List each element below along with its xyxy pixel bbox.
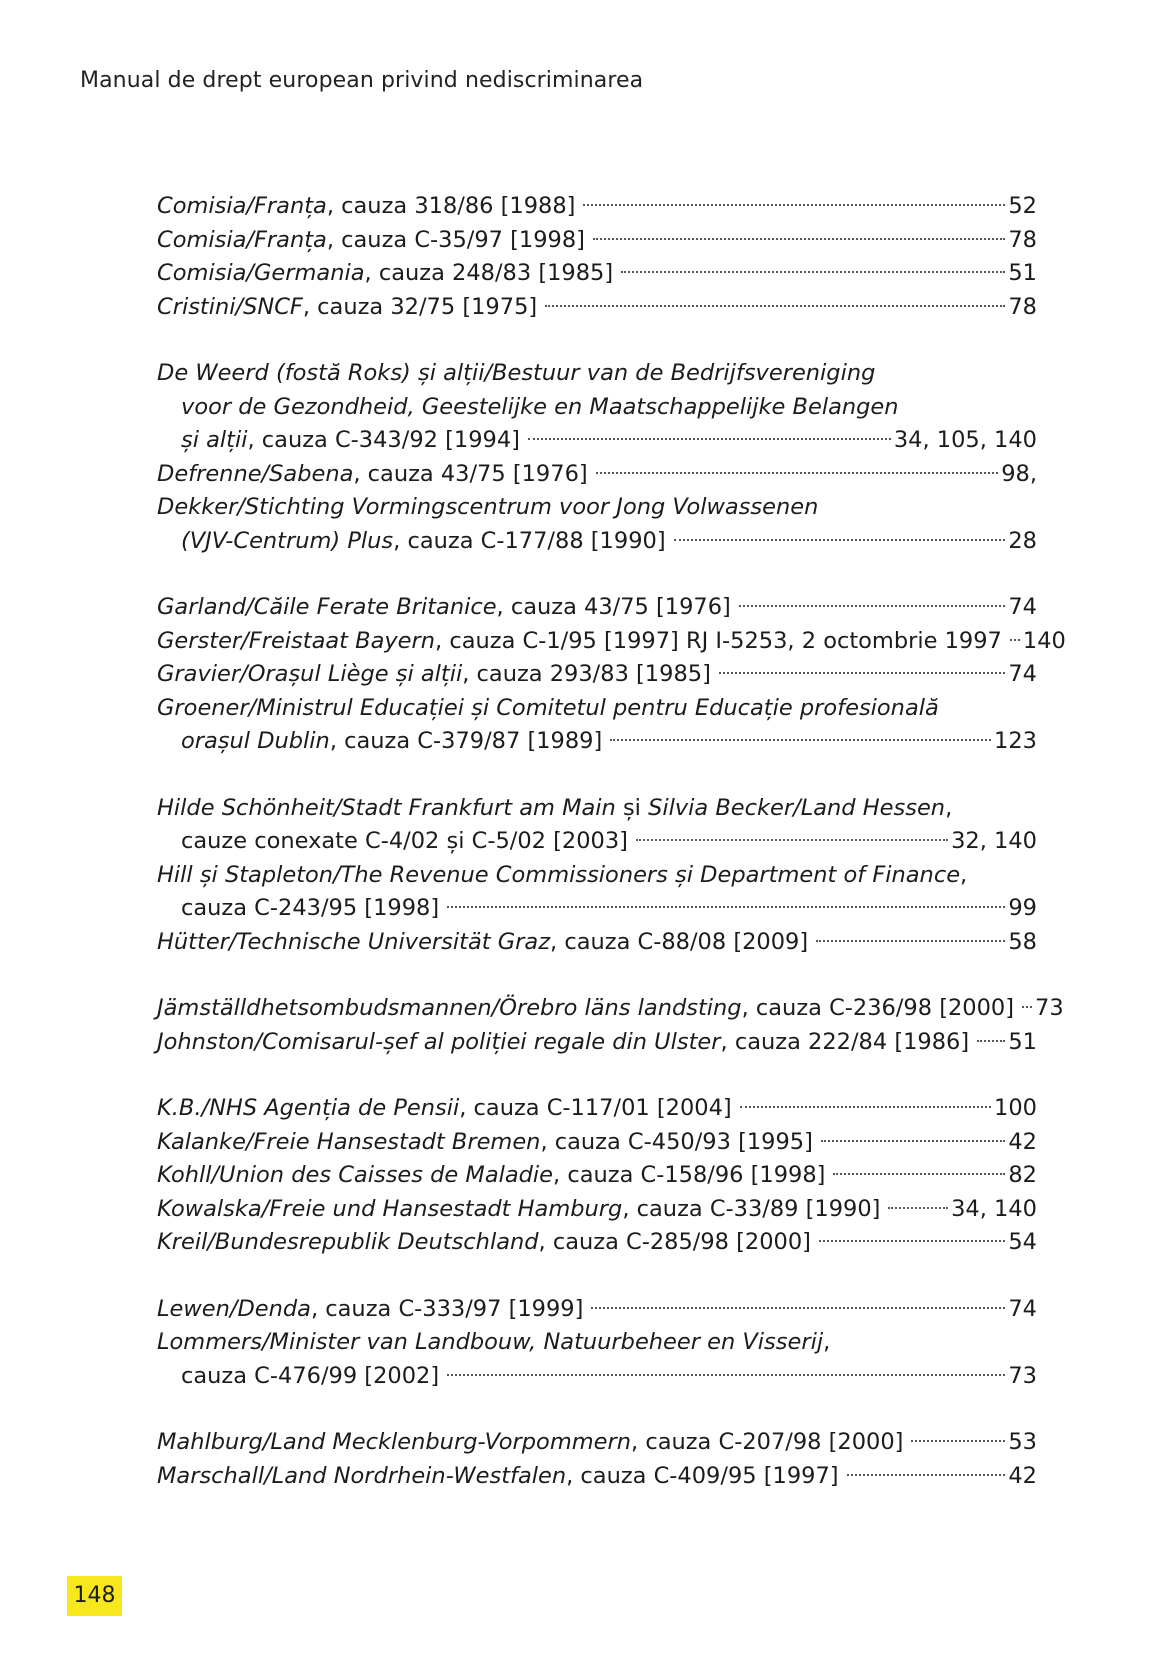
- page-references: 42: [1008, 1462, 1037, 1489]
- page-references: 99: [1008, 895, 1037, 921]
- case-name: Mahlburg/Land Mecklenburg-Vorpommern: [157, 1429, 632, 1455]
- case-name: Gravier/Orașul Liège și alții: [157, 661, 463, 687]
- index-group: [157, 357, 1037, 558]
- case-reference: cauza C-476/99 [2002]: [181, 1362, 440, 1389]
- index-entry: [157, 458, 1037, 492]
- dot-leader: [528, 438, 891, 440]
- case-name: Comisia/Franța: [157, 193, 327, 219]
- entry-text: [181, 1360, 439, 1394]
- index-group: [157, 792, 1037, 960]
- entry-text: [181, 725, 602, 759]
- entry-text: [157, 224, 585, 258]
- page-references: 42: [1008, 1128, 1037, 1155]
- page-references: 140: [1022, 627, 1066, 654]
- entry-text: [181, 892, 439, 926]
- entry-text: [157, 625, 1002, 659]
- index-entry: [157, 1226, 1037, 1260]
- page-references: 54: [1008, 1229, 1037, 1255]
- index-entry: [157, 658, 1037, 692]
- dot-leader: [888, 1207, 948, 1209]
- entry-last-line: [157, 1159, 1037, 1193]
- entry-text: [157, 1092, 732, 1126]
- case-name: Garland/Căile Ferate Britanice: [157, 594, 497, 620]
- dot-leader: [447, 906, 1005, 908]
- case-reference: , cauza 318/86 [1988]: [326, 193, 576, 219]
- entry-text: [157, 1460, 839, 1494]
- case-name: K.B./NHS Agenția de Pensii: [157, 1095, 460, 1121]
- case-name: Lommers/Minister van Landbouw, Natuurbeheer en Visserij: [157, 1329, 824, 1355]
- entry-last-line: [157, 825, 1037, 859]
- running-header: Manual de drept european privind nediscriminarea: [80, 68, 644, 93]
- dot-leader: [911, 1440, 1005, 1442]
- case-name: Groener/Ministrul Educației și Comitetul pentru Educație profesională: [157, 694, 939, 721]
- entry-text: [157, 1159, 825, 1193]
- entry-text: [181, 424, 520, 458]
- page-references: 78: [1008, 293, 1037, 320]
- entry-last-line: [157, 1360, 1037, 1394]
- dot-leader: [636, 839, 948, 841]
- index-entry: [157, 357, 1037, 458]
- page-references: 74: [1008, 661, 1037, 687]
- dot-leader: [610, 739, 991, 741]
- entry-text: [157, 1426, 903, 1460]
- index-entry: [157, 1159, 1037, 1193]
- page-references: 58: [1008, 928, 1037, 955]
- case-name: (VJV-Centrum) Plus: [181, 527, 394, 554]
- dot-leader: [719, 672, 1006, 674]
- case-reference: , cauza C-158/96 [1998]: [553, 1162, 826, 1188]
- entry-last-line: [157, 725, 1037, 759]
- entry-line: [157, 1326, 1037, 1360]
- index-entry: [157, 1193, 1037, 1227]
- page-references: 100: [994, 1095, 1037, 1121]
- index-entry: [157, 257, 1037, 291]
- case-reference: , cauza C-236/98 [2000]: [741, 995, 1015, 1021]
- dot-leader: [591, 1307, 1005, 1309]
- dot-leader: [740, 1106, 991, 1108]
- dot-leader: [621, 271, 1005, 273]
- entry-last-line: [157, 291, 1037, 325]
- dot-leader: [593, 238, 1005, 240]
- page-references: 34, 140: [951, 1195, 1037, 1222]
- index-entry: [157, 291, 1037, 325]
- entry-last-line: [157, 224, 1037, 258]
- entry-last-line: [157, 458, 1037, 492]
- entry-text: [157, 1293, 583, 1327]
- entry-text: [181, 525, 666, 559]
- entry-line: [157, 357, 1037, 391]
- dot-leader: [447, 1374, 1005, 1376]
- page-references: 52: [1008, 193, 1037, 219]
- index-entry: [157, 1426, 1037, 1460]
- case-reference: , cauza C-379/87 [1989]: [329, 728, 603, 754]
- page-references: 74: [1008, 594, 1037, 620]
- index-entry: [157, 926, 1037, 960]
- case-name: Hütter/Technische Universität Graz: [157, 928, 551, 955]
- case-reference: , cauza C-207/98 [2000]: [631, 1429, 904, 1455]
- dot-leader: [596, 472, 999, 474]
- page-references: 74: [1008, 1295, 1037, 1322]
- page-references: 73: [1008, 1362, 1037, 1389]
- case-name: voor de Gezondheid, Geestelijke en Maatschappelijke Belangen: [181, 393, 899, 420]
- page-references: 32, 140: [951, 828, 1037, 854]
- index-entry: [157, 692, 1037, 759]
- case-name: Defrenne/Sabena: [157, 460, 354, 487]
- dot-leader: [583, 204, 1005, 206]
- case-reference: , cauza 248/83 [1985]: [364, 260, 614, 286]
- index-entry: [157, 859, 1037, 926]
- index-entry: [157, 1026, 1037, 1060]
- case-name: orașul Dublin: [181, 728, 330, 754]
- page-references: 51: [1008, 260, 1037, 286]
- case-name: Kreil/Bundesrepublik Deutschland: [157, 1229, 539, 1255]
- entry-text: [157, 992, 1014, 1026]
- page-references: 123: [994, 728, 1037, 754]
- dot-leader: [847, 1474, 1006, 1476]
- case-text: ,: [960, 861, 968, 888]
- entry-line: [157, 391, 1037, 425]
- index-group: [157, 1426, 1037, 1493]
- index-entry: [157, 224, 1037, 258]
- dot-leader: [739, 605, 1006, 607]
- entry-last-line: [157, 525, 1037, 559]
- page-references: 73: [1035, 995, 1064, 1021]
- entry-text: [157, 658, 711, 692]
- entry-last-line: [157, 1460, 1037, 1494]
- case-name: Hill și Stapleton/The Revenue Commissioners și Department of Finance: [157, 861, 961, 888]
- entry-last-line: [157, 1092, 1037, 1126]
- entry-line: [157, 491, 1037, 525]
- case-reference: , cauza 32/75 [1975]: [302, 293, 538, 320]
- page-number-badge: 148: [67, 1576, 122, 1616]
- index-entry: [157, 1092, 1037, 1126]
- page-references: 51: [1008, 1028, 1037, 1055]
- case-name: Kalanke/Freie Hansestadt Bremen: [157, 1128, 541, 1155]
- entry-last-line: [157, 257, 1037, 291]
- index-entry: [157, 792, 1037, 859]
- case-reference: , cauza C-33/89 [1990]: [622, 1195, 881, 1222]
- case-reference: , cauza C-88/08 [2009]: [550, 928, 809, 955]
- entry-text: [181, 825, 628, 859]
- entry-last-line: [157, 424, 1037, 458]
- case-name: Jämställdhetsombudsmannen/Örebro läns landsting: [157, 995, 742, 1021]
- case-text: ,: [945, 794, 953, 821]
- case-reference: , cauza C-409/95 [1997]: [566, 1462, 839, 1489]
- dot-leader: [1022, 1006, 1032, 1008]
- index-entry: [157, 591, 1037, 625]
- index-group: [157, 190, 1037, 324]
- dot-leader: [674, 539, 1006, 541]
- dot-leader: [821, 1140, 1005, 1142]
- entry-last-line: [157, 190, 1037, 224]
- index-group: [157, 591, 1066, 759]
- case-name: Marschall/Land Nordrhein-Westfalen: [157, 1462, 567, 1489]
- dot-leader: [819, 1240, 1005, 1242]
- entry-last-line: [157, 1126, 1037, 1160]
- index-entry: [157, 1293, 1037, 1327]
- dot-leader: [1010, 639, 1020, 641]
- entry-last-line: [157, 591, 1037, 625]
- entry-text: [157, 1126, 813, 1160]
- index-group: [157, 1293, 1037, 1394]
- entry-text: [157, 291, 537, 325]
- case-reference: , cauza C-177/88 [1990]: [393, 527, 666, 554]
- index-entry: [157, 1126, 1037, 1160]
- index-entry: [157, 190, 1037, 224]
- case-name: Lewen/Denda: [157, 1295, 311, 1322]
- case-reference: , cauza 43/75 [1976]: [353, 460, 588, 487]
- entry-last-line: [157, 1193, 1037, 1227]
- case-name: Hilde Schönheit/Stadt Frankfurt am Main: [157, 794, 616, 821]
- case-reference: , cauza C-450/93 [1995]: [540, 1128, 813, 1155]
- index-entry: [157, 1460, 1037, 1494]
- entry-text: [157, 1193, 880, 1227]
- entry-last-line: [157, 892, 1037, 926]
- case-reference: , cauza 293/83 [1985]: [462, 661, 711, 687]
- case-reference: , cauza C-333/97 [1999]: [310, 1295, 584, 1322]
- page-references: 82: [1008, 1162, 1037, 1188]
- entry-text: [157, 458, 588, 492]
- entry-last-line: [157, 625, 1066, 659]
- entry-last-line: [157, 992, 1064, 1026]
- entry-last-line: [157, 1426, 1037, 1460]
- entry-text: [157, 1026, 969, 1060]
- case-name: Kohll/Union des Caisses de Maladie: [157, 1162, 554, 1188]
- index-entry: [157, 491, 1037, 558]
- case-text: ,: [823, 1329, 831, 1355]
- entry-last-line: [157, 1226, 1037, 1260]
- case-index-list: [157, 190, 1066, 1526]
- case-reference: , cauza 43/75 [1976]: [496, 594, 731, 620]
- page-references: 28: [1008, 527, 1037, 554]
- entry-text: [157, 257, 613, 291]
- case-name: Dekker/Stichting Vormingscentrum voor Jong Volwassenen: [157, 494, 819, 520]
- case-reference: cauze conexate C-4/02 și C-5/02 [2003]: [181, 828, 628, 854]
- case-name: Comisia/Franța: [157, 226, 327, 253]
- page-references: 34, 105, 140: [893, 427, 1037, 453]
- entry-line: [157, 792, 1037, 826]
- case-name: Gerster/Freistaat Bayern: [157, 627, 436, 654]
- page-references: 98,: [1001, 460, 1037, 487]
- case-name: Cristini/SNCF: [157, 293, 303, 320]
- index-entry: [157, 625, 1066, 659]
- page-references: 53: [1008, 1429, 1037, 1455]
- case-name: Kowalska/Freie und Hansestadt Hamburg: [157, 1195, 623, 1222]
- dot-leader: [816, 940, 1005, 942]
- case-reference: cauza C-243/95 [1998]: [181, 895, 440, 921]
- case-reference: , cauza C-1/95 [1997] RJ I-5253, 2 octombrie 1997: [435, 627, 1002, 654]
- entry-text: [157, 1226, 811, 1260]
- index-group: [157, 1092, 1037, 1260]
- dot-leader: [833, 1173, 1005, 1175]
- entry-text: [157, 591, 731, 625]
- entry-text: [157, 190, 575, 224]
- entry-last-line: [157, 926, 1037, 960]
- entry-last-line: [157, 658, 1037, 692]
- entry-last-line: [157, 1026, 1037, 1060]
- case-reference: , cauza C-35/97 [1998]: [326, 226, 585, 253]
- case-name: Silvia Becker/Land Hessen: [648, 794, 946, 821]
- entry-line: [157, 692, 1037, 726]
- dot-leader: [545, 305, 1005, 307]
- index-group: [157, 992, 1064, 1059]
- dot-leader: [977, 1040, 1005, 1042]
- case-reference: , cauza C-117/01 [2004]: [459, 1095, 732, 1121]
- entry-text: [157, 926, 808, 960]
- entry-line: [157, 859, 1037, 893]
- index-entry: [157, 992, 1064, 1026]
- case-name: Johnston/Comisarul-șef al poliției regale din Ulster: [157, 1028, 721, 1055]
- case-reference: , cauza C-343/92 [1994]: [247, 427, 520, 453]
- case-text: și: [615, 794, 649, 821]
- entry-last-line: [157, 1293, 1037, 1327]
- case-reference: , cauza 222/84 [1986]: [720, 1028, 970, 1055]
- case-name: și alții: [181, 427, 248, 453]
- case-reference: , cauza C-285/98 [2000]: [538, 1229, 811, 1255]
- index-entry: [157, 1326, 1037, 1393]
- page-references: 78: [1008, 226, 1037, 253]
- case-name: Comisia/Germania: [157, 260, 365, 286]
- case-name: De Weerd (fostă Roks) și alții/Bestuur van de Bedrijfsvereniging: [157, 360, 876, 386]
